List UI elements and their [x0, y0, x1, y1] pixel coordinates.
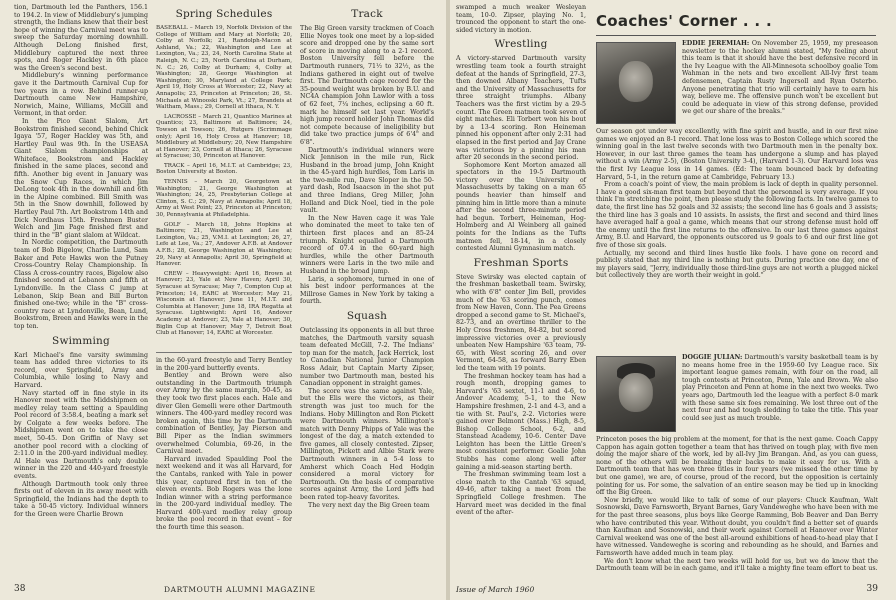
paragraph: swamped a much weaker Wesleyan team, 10-0. Zipser, playing No. 1, trounced the opponent to start the one-sided victory in motion. [456, 4, 586, 34]
paragraph: Bentley and Brown were also outstanding in the Dartmouth triumph over Army by the same margin, 50-45, as they took two first places each. Hale and diver Glen Gemelli were other Dartmouth winners. The 400-yard medley record was broken again, this time by the Dartmouth combination of Bentley, Jay Pierson and Bill Piper as the Indian swimmers overwhelmed Columbia, 69-26, in the Carnival meet. [156, 372, 292, 456]
page-number: 39 [866, 584, 878, 594]
paragraph: Outclassing its opponents in all but three matches, the Dartmouth varsity squash team defeated McGill, 7-2. The Indians' top man for the match, Jack Herrick, lost to Canadian National Junior Champion Ross Adair, but Captain Marty Zipser, number two Dartmouth man, bested his Canadian opponent in straight games. [300, 326, 434, 388]
left-page [0, 0, 446, 600]
julian-intro [682, 354, 878, 434]
paragraph: The freshman swimming team lost a close match to the Cantab '63 squad, 49-46, after taking a meet from the Springfield College freshmen. The Harvard meet was decided in the final event of the after- [456, 471, 586, 517]
schedule-golf: GOLF – March 18, Johns Hopkins at Baltimore; 21, Washington and Lee at Lexington, Va.; 25, V.M.I. at Lexington; 26, 27, Lefe at Lee, Va.; 27, Andover A.F.B. at Andover A.F.B.; 28, George Washington at Washington; 29, Navy at Annapolis; April 30, Springfield at Hanover. [156, 221, 292, 268]
face-shape [619, 61, 653, 103]
paragraph: Dartmouth's individual winners were Nick Jennison in the mile run, Rick Husband in the broad jump, John Knight in the 45-yard high hurdles, Tom Laris in the two-mile run, Dave Sloper in the 50-yard dash, Rod Isaacson in the shot put and three Indians, Greg Miller, John Holland and Dick Noel, tied in the pole vault. [300, 146, 434, 215]
coach-julian-photo [596, 356, 676, 432]
coach-name-julian: DOGGIE JULIAN: [682, 354, 743, 361]
paragraph: The freshman hockey team has had a rough month, dropping games to Harvard's '63 sextet, 11-1 and 4-6, to Andover Academy, 5-1, to the New Hampshire freshmen, 2-1 and 4-3, and a tie with St. Paul's, 2-2. Victories were gained over Belmont (Mass.) High, 8-5, Bishop College School, 6-2, and Stanstead Academy, 10-6. Center Dave Leighton has been the Little Green's most consistent performer. Goalie John Stubbs has come along well after gaining a mid-season starting berth. [456, 372, 586, 471]
track-heading: Track [351, 8, 383, 20]
paragraph: On November 25, 1959, my preseason newsletter to the hockey alumni stated, "My feeling about this team is that it should have the best defensive record in the Ivy League with the All-Minnesota schoolboy goalie Tom Wahman in the nets and two excellent All-Ivy first team defensemen, Captain Rusty Ingersoll and Ryan Osterbo. Anyone penetrating that trio will certainly have to earn his way, believe me. The offensive punch won't be excellent but could be adequate in view of this strong defense, provided we get our share of the breaks." [682, 40, 878, 116]
schedule-track: TRACK – April 16, M.I.T. at Cambridge; 23, Boston University at Boston. [156, 162, 292, 176]
jeremiah-paragraph [682, 40, 878, 116]
julian-paragraph [682, 354, 878, 422]
paragraph: Laris, a sophomore, turned in one of his best indoor performances at the Millrose Games in New York by taking a fourth. [300, 275, 434, 306]
paragraph: Although Dartmouth took only three firsts out of eleven in its away meet with Springfield, the Indians had the depth to take a 50-45 victory. Individual winners for the Green were Charlie Brown [14, 480, 148, 518]
wrestling-heading: Wrestling [494, 38, 548, 51]
schedule-baseball: BASEBALL – March 19, Norfolk Division of the College of William and Mary at Norfolk; 20, Colby at Norfolk; 21, Randolph-Macon at Ashland, Va.; 22, Washington and Lee at Lexington, Va.; 23, 24, North Carolina State at Raleigh, N. C.; 25, North Carolina at Durham, N. C.; 26, Colby at Durham; 4, Colby at Washington; 28, George Washington at Washington; 30, Maryland at College Park; April 19, Holy Cross at Worcester; 22, Navy at Annapolis; 23, Princeton at Princeton; 26, St. Michaels at Winooski Park, Vt.; 27, Brandeis at Waltham, Mass.; 29, Cornell at Ithaca, N. Y. [156, 25, 292, 111]
coach-jeremiah-photo [596, 42, 676, 124]
left-column-3 [300, 4, 434, 564]
paragraph: Steve Swirsky was elected captain of the freshman basketball team. Swirsky, who with 6'8" center Jim Bell, provides much of the '63 scoring punch, comes from New Haven, Conn. The Pea Greens dropped a second game to St. Michael's, 82-73, and an overtime thriller to the Holy Cross freshmen, 84-82, but scored impressive victories over a previously unbeaten New Hampshire '63 team, 79-65, with West scoring 26, and over Vermont, 64-58, as forward Barry Eben led the team with 19 points. [456, 273, 586, 372]
schedule-crew: CREW – Heavyweight: April 16, Brown at Hanover; 23, Yale at New Haven; April 30, Syracuse at Syracuse; May 7, Compton Cup at Princeton; 14, EARC at Worcester; May 21, Wisconsin at Hanover; June 11, M.I.T. and Columbia at Hanover; June 18, IRA Regatta at Syracuse. Lightweight: April 16, Andover Academy at Andover; 23, Yale at Hanover; 30, Biglin Cup at Hanover; May 7, Detroit Boat Club at Hanover; 14, EARC at Worcester. [156, 270, 292, 337]
paragraph: In Nordic competition, the Dartmouth team of Bob Bigelow, Charlie Lund, Sam Baker and Pete Hawks won the Putney Cross-Country Relay Championship. In Class A cross-country races, Bigelow also finished second at Lebanon and fifth at Lyndonville. In the Class C jump at Lebanon, Skip Bean and Bill Burton finished one-two; while in the "B" cross-country race at Lyndonville, Bean, Lund, Bookstrom, Breen and Hawks were in the top ten. [14, 239, 148, 330]
paragraph: Harvard invaded Spaulding Pool the next weekend and it was all Harvard, for the Cantabs, ranked with Yale in power this year, captured first in ten of the eleven events. Bob Rogers was the lone Indian winner with a string performance in the 200-yard individual medley. The Harvard 400-yard medley relay group broke the pool record in that event – for the fourth time this season. [156, 455, 292, 532]
paragraph: Princeton poses the big problem at the moment, for that is the next game. Coach Cappy Cappon has again gotten together a team that has thrived on tough play, with five men doing the major share of the work, led by all-Ivy Jim Brangan. And, as you can guess, none of the others will be breaking their backs to make it easy for us. With a Dartmouth team that has won three titles in four years (we missed the other time by but one game), we are, of course, proud of the record, but the opposition is certainly pointing for us. For some, the salvation of an entire season may be tied up in knocking off the Big Green. [596, 436, 878, 497]
running-footer: Issue of March 1960 [456, 585, 535, 594]
right-page [450, 0, 896, 600]
left-column-1 [14, 4, 148, 564]
paragraph: in the 60-yard freestyle and Terry Bentley in the 200-yard butterfly events. [156, 357, 292, 372]
coaches-corner-title: Coaches' Corner . . . [596, 12, 772, 30]
paragraph: The score was the same against Yale, but the Elis were the victors, as their strength was just too much for the Indians. Hoby Millington and Ron Pickett were Dartmouth winners. Millington's match with Denny Phipps of Yale was the longest of the day, a match extended to five games, all closely contested. Zipser, Millington, Pickett and Albie Stark were Dartmouth winners in a 5-4 loss to Amherst which Coach Hed Hodgin considered a moral victory for Dartmouth. On the basis of comparative scores against Army, the Lord Jeffs had been rated top-heavy favorites. [300, 387, 434, 502]
page-number: 38 [14, 584, 26, 594]
jeremiah-body [596, 128, 878, 350]
paragraph: Navy started off in fine style in its Hanover meet with the Middshipmen on medley relay team setting a Spaulding Pool record of 3:58.4, beating a mark set by Colgate a few weeks before. The Midshipmen went on to take the close meet, 50-45. Don Griffin of Navy set another pool record with a clocking of 2:11.0 in the 200-yard individual medley. Al Hale was Dartmouth's only double winner in the 220 and 440-yard freestyle events. [14, 389, 148, 481]
schedule-tennis: TENNIS – March 20, Georgetown at Washington; 21, George Washington at Washington; 24, 25, Presbyterian College at Clinton, S. C.; 29, Navy at Annapolis; April 18, Army at West Point; 23, Princeton at Princeton; 30, Pennsylvania at Philadelphia. [156, 179, 292, 219]
jeremiah-intro [682, 40, 878, 124]
right-column-1 [456, 4, 586, 564]
left-footer [14, 584, 434, 594]
paragraph: In the New Haven cage it was Yale who dominated the meet to take ten of thirteen first places and an 85-24 triumph. Knight equalled a Dartmouth record of 07.4 in the 60-yard high hurdles, while the other Dartmouth winners were Laris in the two mile and Husband in the broad jump. [300, 214, 434, 275]
paragraph: Actually, my second and third lines hustle like fools. I have gone on record and publicly stated that my third line is nothing but guts. During practice one day, one of my players said, "Jerry, individually those third-line guys are not worth a plugged nickel but collectively they are worth their weight in gold." [596, 249, 878, 280]
paragraph: Dartmouth's varsity basketball team is by no means home free in the 1959-60 Ivy League race. Six important league games remain, with four on the road, all tough contests at Princeton, Penn, Yale and Brown. We also play Princeton and Penn at home in the next two weeks. Two years ago, Dartmouth led the league with a perfect 8-0 mark with these same six foes remaining. We lost three out of the next four and had tough sledding to take the title. This year could see just as much trouble. [682, 354, 878, 422]
schedule-lacrosse: LACROSSE – March 21, Quantico Marines at Quantico; 23, Baltimore at Baltimore; 24, Towson at Towson; 26, Rutgers (Scrimmage only); April 16, Holy Cross at Hanover; 18, Middlebury at Middlebury; 20, New Hampshire at Hanover; 23, Cornell at Ithaca; 26, Syracuse at Syracuse; 30, Princeton at Hanover. [156, 113, 292, 160]
right-footer [456, 585, 878, 594]
running-footer: DARTMOUTH ALUMNI MAGAZINE [164, 585, 316, 594]
paragraph: Now briefly, we would like to talk of some of our players: Chuck Kaufman, Walt Sosnowski, Dave Farnsworth, Bryant Barnes, Gary Vandeweghe who have been with me for the past three seasons, plus boys like George Ramming, Bob Beaver and Dan Berry who have contributed this year. Without doubt, you couldn't find a better set of guards than Kaufman and Sosnowski, and their work against Cornell at Hanover over Winter Carnival weekend was one of the best all-around exhibitions of head-to-head play that I have witnessed. Vandeweghe is scoring and rebounding as he should, and Barnes and Farnsworth have added much in team play. [596, 496, 878, 557]
coach-name-jeremiah: EDDIE JEREMIAH: [682, 40, 750, 47]
paragraph: The Big Green varsity trackmen of Coach Ellie Noyes took one meet by a lop-sided score and dropped one by the same sort of score in moving along to a 2-1 record. Boston University fell before the Dartmouth runners, 71½ to 32½, as the Indians gathered in eight out of twelve first. The Dartmouth cage record for the 35-pound weight was broken by B.U. and NC4A champion John Lawlor with a toss of 62 feet, 7¼ inches, eclipsing a 60 ft. mark he himself set last year. World's high jump record holder John Thomas did not compete because of ineligibility but did take two practice jumps of 6'4" and 6'8". [300, 25, 434, 146]
left-column-2-lower [156, 352, 292, 564]
paragraph: We don't know what the next two weeks will hold for us, but we do know that the Dartmouth team will be in each game, and it'll take a mighty fine team effort to beat us. [596, 557, 878, 573]
paragraph: Our season got under way excellently, with fine spirit and hustle, and in our first nine games we enjoyed an 8-1 record. That lone loss was to Boston College which scored the winning goal in the last twelve seconds with two Dartmouth men in the penalty box. However, in our last three games the team has undergone a slump and has played without a win (Army 2-5), (Boston University 3-4), (Harvard 1-3). Our Harvard loss was the first Ivy League loss in 14 games. (Ed: The team bounced back by defeating Harvard, 5-1, in the return game at Cambridge, February 13.) [596, 128, 878, 181]
paragraph: Sophomore Kent Morton amazed all spectators in the 19-5 Dartmouth victory over the University of Massachusetts by taking on a man 65 pounds heavier than himself and pinning him in little more than a minute after the second three-minute period had begun. Torbert, Heineman, Hog-Holmberg and Al Weinberg all gained points for the Indians as the Tufts matmen fell, 18-14, in a closely contested Alumni Gymnasium match. [456, 161, 586, 253]
squash-heading: Squash [346, 309, 388, 322]
swimming-heading: Swimming [52, 334, 110, 347]
spring-schedules-box [156, 4, 292, 349]
paragraph: Karl Michael's fine varsity swimming team has added three victories to its record, over Springfield, Army and Columbia, while losing to Navy and Harvard. [14, 351, 148, 389]
paragraph: In the Pico Giant Slalom, Art Bookstrom finished second, behind Chick Igaya '57, Roger Hackley was 5th, and Hartley Paul was 9th. In the USEASA Giant Slalom championships at Whiteface, Bookstrom and Hackley finished in the same places, second and fifth. Another big event in January was the Snow Cup Races, in which Jim DeLong took 4th in the downhill and 6th in the Alpine combined. Bill Smith was 5th in the Snow downhill, followed by Hartley Paul 7th. Art Bookstrom 14th and Dick Nordhaus 15th. Freshmen Buster Welch and Jim Page finished first and third in the "B" giant slalom at Wildcat. [14, 117, 148, 239]
face-shape [619, 373, 653, 411]
julian-body [596, 436, 878, 573]
paragraph: Middlebury's winning performance gave it the Dartmouth Carnival Cup for two years in a row. Behind runner-up Dartmouth came New Hampshire, Norwich, Maine, Williams, McGill and Vermont, in that order. [14, 72, 148, 118]
paragraph: The very next day the Big Green team [308, 501, 430, 509]
paragraph: From a coach's point of view, the main problem is lack of depth in quality personnel. I have a good six-man first team but beyond that the personnel is very average. If you think I'm stretching the point, then please study the following facts. In twelve games to date, the first line has 52 goals and 32 assists; the second line has 6 goals and 3 assists; the third line has 3 goals and 10 assists. In assists, the first and second and third lines have averaged half a goal a game, which means that our strong defense must hold off the enemy until the first line returns to the offensive. In our last three games against Army, B.U. and Harvard, the opponents outscored us 9 goals to 6 and our first line got five of those six goals. [596, 181, 878, 249]
coaches-corner-header [596, 12, 876, 36]
spring-schedules-heading: Spring Schedules [175, 8, 273, 20]
freshman-sports-heading: Freshman Sports [473, 256, 569, 269]
paragraph: A victory-starved Dartmouth varsity wrestling team took a fourth straight defeat at the hands of Springfield, 27-3, then downed Albany Teachers, Tufts and the University of Massachusetts for three straight triumphs. Albany Teachers was the first victim by a 29-5 count. The Green matmen took seven of eight matches. Eli Torbert won his bout by a 13-4 scoring. Ron Heineman pinned his opponent after only 2:31 had elapsed in the first period and Jay Crane was victorious by a pinning his man after 20 seconds in the second period. [456, 55, 586, 162]
paragraph: tion, Dartmouth led the Panthers, 156.1 to 194.2. In view of Middlebury's jumping strength, the Indians knew that their best hope of winning the Carnival meet was to sweep the Saturday morning downhill. Although DeLong finished first, Middlebury captured the next three spots, and Roger Hackley in 6th place was the Green's second best. [14, 4, 148, 72]
